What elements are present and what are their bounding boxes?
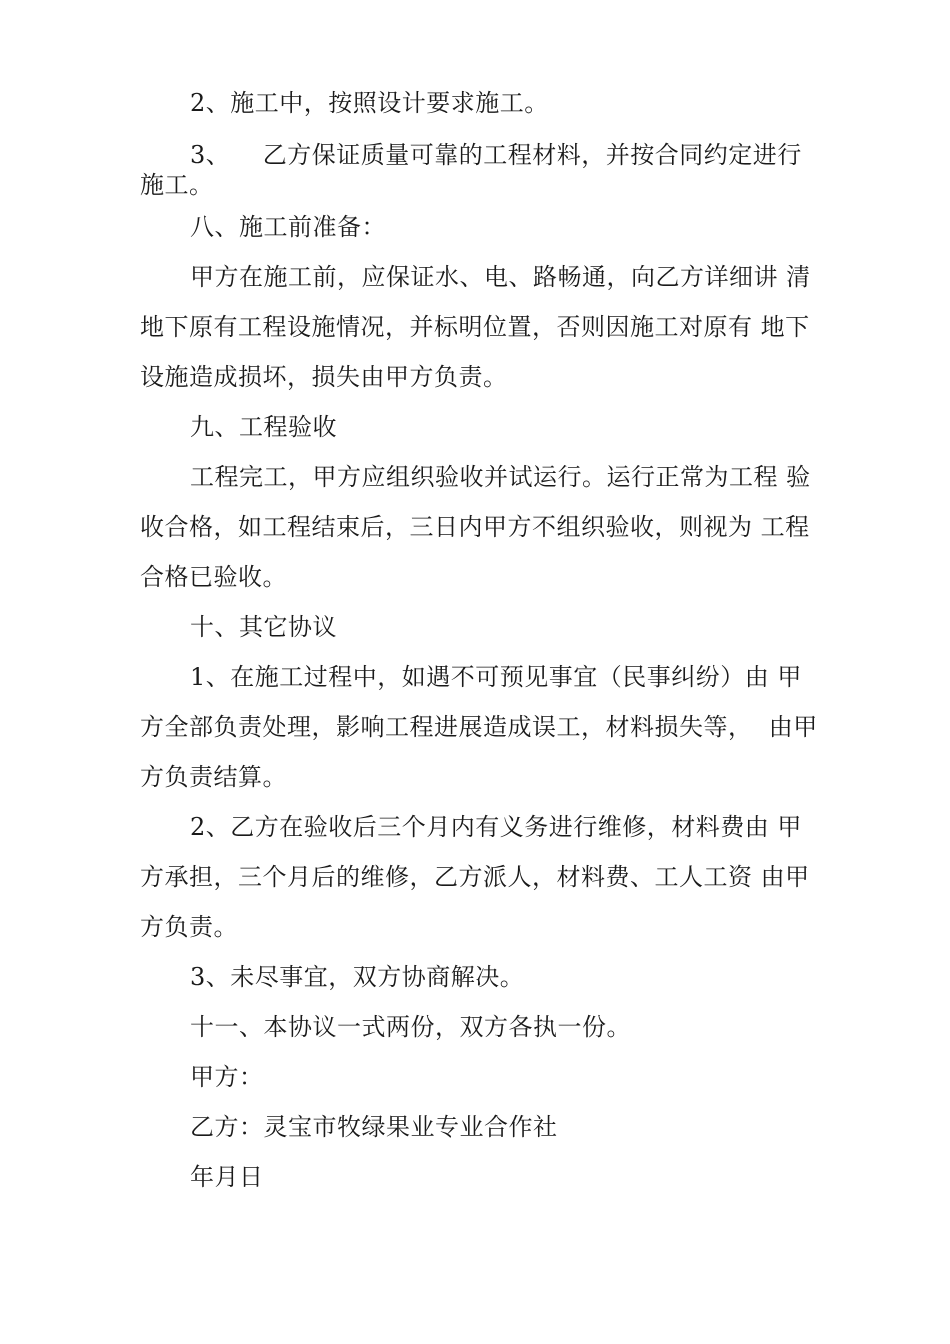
text-line: 地下原有工程设施情况，并标明位置，否则因施工对原有 地下 bbox=[140, 313, 810, 341]
text-line: 2、乙方在验收后三个月内有义务进行维修，材料费由 甲 bbox=[190, 813, 802, 841]
signature-party-b: 乙方：灵宝市牧绿果业专业合作社 bbox=[190, 1113, 558, 1141]
text-line: 3、未尽事宜，双方协商解决。 bbox=[190, 963, 525, 991]
text-line: 方全部负责处理，影响工程进展造成误工，材料损失等， 由甲 bbox=[140, 713, 818, 741]
text-line: 方负责结算。 bbox=[140, 763, 287, 791]
text-line: 甲方在施工前，应保证水、电、路畅通，向乙方详细讲 清 bbox=[190, 263, 811, 291]
text-line: 2、施工中，按照设计要求施工。 bbox=[190, 89, 549, 117]
text-line: 方负责。 bbox=[140, 913, 238, 941]
text-line: 方承担，三个月后的维修，乙方派人，材料费、工人工资 由甲 bbox=[140, 863, 810, 891]
section-heading: 十、其它协议 bbox=[190, 613, 337, 641]
date-line: 年月日 bbox=[190, 1163, 264, 1191]
section-heading: 八、施工前准备： bbox=[190, 213, 386, 241]
section-heading: 九、工程验收 bbox=[190, 413, 337, 441]
text-line: 合格已验收。 bbox=[140, 563, 287, 591]
text-line: 施工。 bbox=[140, 171, 214, 199]
text-line: 收合格，如工程结束后，三日内甲方不组织验收，则视为 工程 bbox=[140, 513, 810, 541]
text-line: 工程完工，甲方应组织验收并试运行。运行正常为工程 验 bbox=[190, 463, 811, 491]
text-line: 3、 乙方保证质量可靠的工程材料，并按合同约定进行 bbox=[190, 141, 802, 169]
section-heading: 十一、本协议一式两份，双方各执一份。 bbox=[190, 1013, 631, 1041]
text-line: 1、在施工过程中，如遇不可预见事宜（民事纠纷）由 甲 bbox=[190, 663, 802, 691]
text-line: 设施造成损坏，损失由甲方负责。 bbox=[140, 363, 508, 391]
signature-party-a: 甲方： bbox=[190, 1063, 264, 1091]
